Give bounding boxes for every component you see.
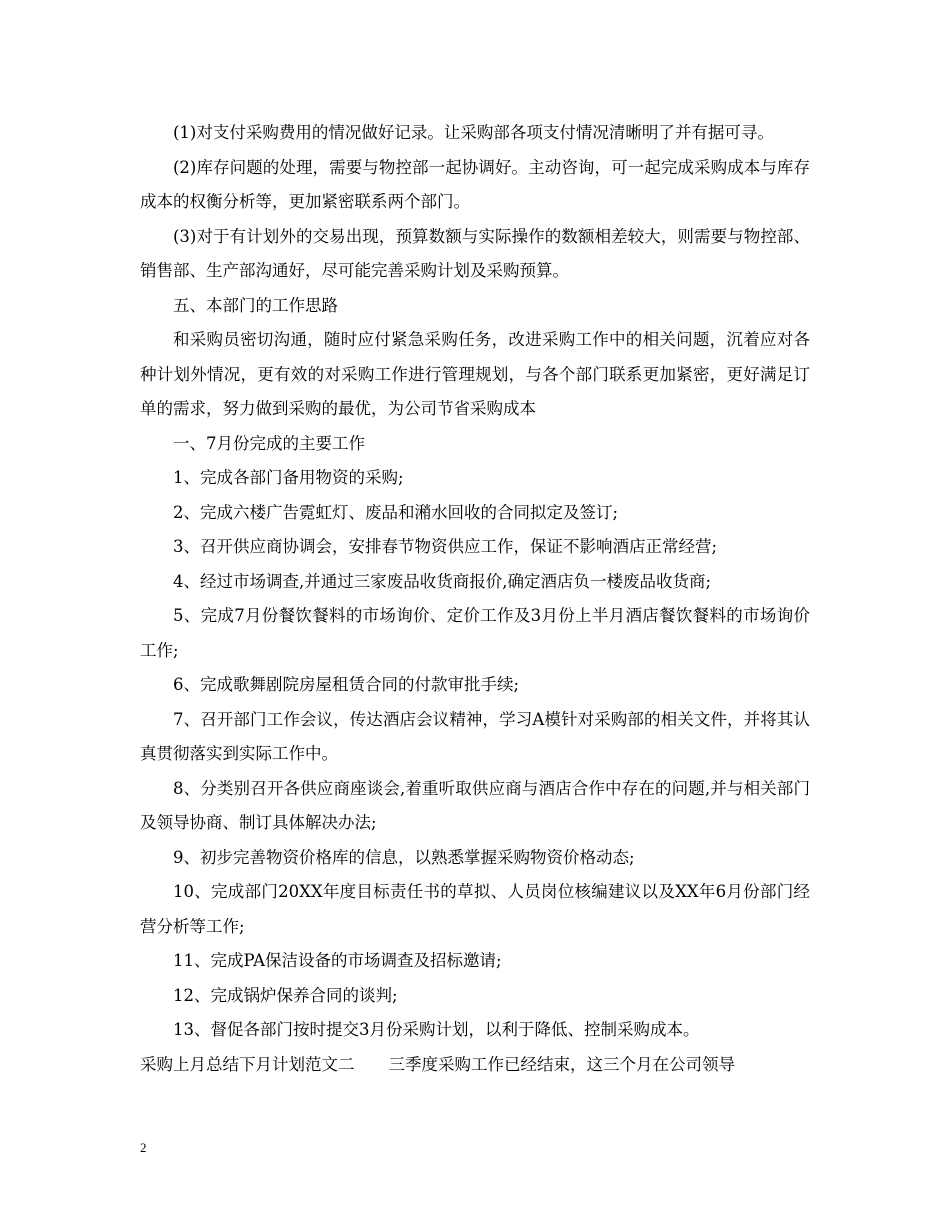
list-item: 10、完成部门20XX年度目标责任书的草拟、人员岗位核编建议以及XX年6月份部门经营分析等工作; (140, 882, 810, 936)
list-item: 2、完成六楼广告霓虹灯、废品和潲水回收的合同拟定及签订; (173, 502, 619, 522)
list-item: 6、完成歌舞剧院房屋租赁合同的付款审批手续; (173, 675, 520, 694)
paragraph: (3)对于有计划外的交易出现，预算数额与实际操作的数额相差较大，则需要与物控部、销售部、生产部沟通好，尽可能完善采购计划及采购预算。 (140, 226, 810, 280)
list-item: 9、初步完善物资价格库的信息，以熟悉掌握采购物资价格动态; (173, 847, 635, 867)
list-item: 8、分类别召开各供应商座谈会,着重听取供应商与酒店合作中存在的问题,并与相关部门及领导协商、制订具体解决办法; (140, 778, 810, 832)
list-item: 7、召开部门工作会议，传达酒店会议精神，学习A模针对采购部的相关文件，并将其认真贯彻落实到实际工作中。 (140, 709, 810, 763)
next-article-heading: 采购上月总结下月计划范文二 (140, 1054, 355, 1074)
list-item: 4、经过市场调查,并通过三家废品收货商报价,确定酒店负一楼废品收货商; (173, 571, 712, 591)
next-article-text: 三季度采购工作已经结束，这三个月在公司领导 (388, 1054, 735, 1074)
list-item: 5、完成7月份餐饮餐料的市场询价、定价工作及3月份上半月酒店餐饮餐料的市场询价工作; (140, 606, 810, 660)
paragraph: 和采购员密切沟通，随时应付紧急采购任务，改进采购工作中的相关问题，沉着应对各种计划外情况，更有效的对采购工作进行管理规划，与各个部门联系更加紧密，更好满足订单的需求，努力做到采购的最优，为公司节省采购成本 (140, 330, 810, 418)
list-item: 13、督促各部门按时提交3月份采购计划，以利于降低、控制采购成本。 (173, 1020, 700, 1039)
list-item: 3、召开供应商协调会，安排春节物资供应工作，保证不影响酒店正常经营; (173, 537, 718, 556)
list-item: 11、完成PA保洁设备的市场调查及招标邀请; (173, 951, 502, 970)
list-item: 1、完成各部门备用物资的采购; (173, 468, 404, 487)
document-body (140, 116, 810, 1082)
section-heading: 一、7月份完成的主要工作 (173, 433, 365, 453)
page-number: 2 (140, 1140, 147, 1155)
section-heading: 五、本部门的工作思路 (173, 295, 338, 315)
next-article-line (140, 1048, 810, 1083)
list-item: 12、完成锅炉保养合同的谈判; (173, 985, 398, 1005)
paragraph: (2)库存问题的处理，需要与物控部一起协调好。主动咨询，可一起完成采购成本与库存成本的权衡分析等，更加紧密联系两个部门。 (140, 157, 810, 211)
paragraph: (1)对支付采购费用的情况做好记录。让采购部各项支付情况清晰明了并有据可寻。 (173, 123, 774, 142)
